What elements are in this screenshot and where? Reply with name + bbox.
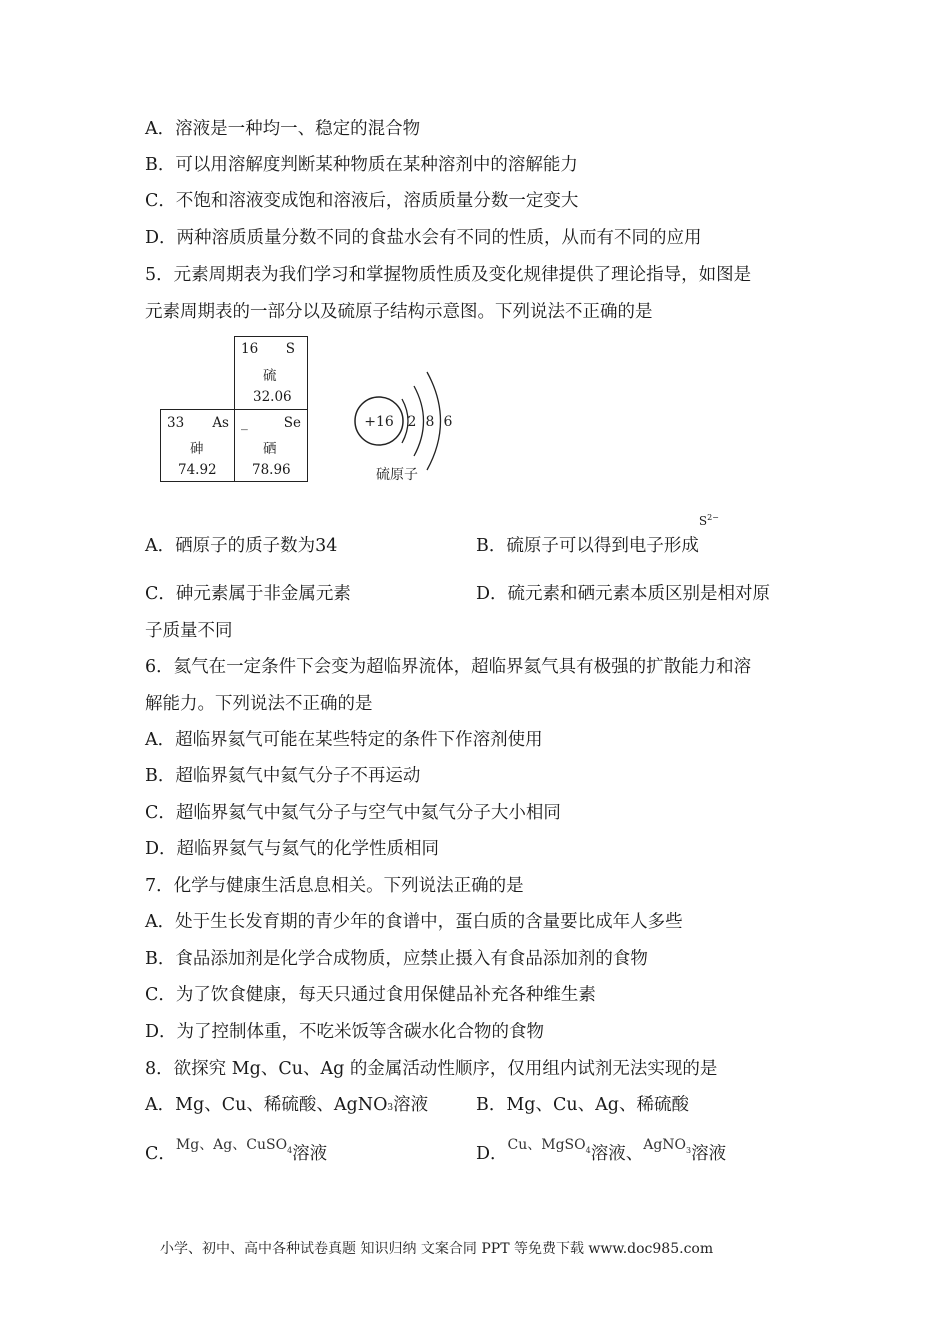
element-mass: 32.06 [253, 389, 292, 405]
q4-option-d: D．两种溶质质量分数不同的食盐水会有不同的性质，从而有不同的应用 [145, 228, 702, 248]
q7-option-a: A．处于生长发育期的青少年的食谱中，蛋白质的含量要比成年人多些 [145, 912, 683, 932]
formula-text: Cu、MgSO [507, 1137, 586, 1153]
q8-d-formula-1 [508, 1137, 591, 1153]
atom-caption: 硫原子 [376, 467, 418, 483]
q8-c-suffix: 溶液 [292, 1144, 328, 1164]
subscript: 4 [585, 1146, 591, 1155]
q7-option-c: C．为了饮食健康，每天只通过食用保健品补充各种维生素 [145, 985, 596, 1005]
element-name: 砷 [190, 441, 204, 457]
element-number: 16 [241, 341, 259, 357]
subscript: 3 [686, 1146, 692, 1155]
q8-option-d [476, 1137, 727, 1168]
subscript: 4 [287, 1146, 293, 1155]
shell-3-count: 6 [443, 414, 453, 430]
q8-c-formula [176, 1137, 292, 1153]
element-symbol: Se [283, 415, 301, 431]
q4-option-b: B．可以用溶解度判断某种物质在某种溶剂中的溶解能力 [145, 155, 578, 175]
q7-option-b: B．食品添加剂是化学合成物质，应禁止摄入有食品添加剂的食物 [145, 949, 648, 969]
subscript: 3 [387, 1103, 394, 1113]
element-cell-selenium [234, 409, 308, 482]
q4-option-a: A．溶液是一种均一、稳定的混合物 [145, 119, 421, 139]
element-symbol: S [285, 341, 295, 357]
q5-stem-line2: 元素周期表的一部分以及硫原子结构示意图。下列说法不正确的是 [145, 302, 653, 322]
q5-option-d-line1: D．硫元素和硒元素本质区别是相对原 [476, 584, 771, 604]
shell-1-count: 2 [407, 414, 417, 430]
q8-d-formula-2 [643, 1137, 691, 1153]
q8-d-mid: 溶液、 [590, 1144, 644, 1164]
q8-option-b: B．Mg、Cu、Ag、稀硫酸 [476, 1095, 689, 1115]
q5-stem-line1: 5．元素周期表为我们学习和掌握物质性质及变化规律提供了理论指导，如图是 [145, 265, 752, 285]
q7-stem: 7．化学与健康生活息息相关。下列说法正确的是 [145, 876, 524, 896]
element-name: 硒 [263, 441, 277, 457]
q8-a-suffix: 溶液 [393, 1095, 429, 1115]
nucleus-label: +16 [364, 414, 394, 430]
element-name: 硫 [263, 368, 277, 384]
formula-text: Mg、Ag、CuSO [175, 1137, 288, 1153]
q8-a-text: A．Mg、Cu、稀硫酸、AgNO [145, 1095, 388, 1115]
q6-option-b: B．超临界氦气中氦气分子不再运动 [145, 766, 421, 786]
q5-option-c: C．砷元素属于非金属元素 [145, 584, 351, 604]
q8-d-suffix: 溶液 [691, 1144, 727, 1164]
q5-option-b [476, 513, 719, 560]
ion-symbol: S [698, 514, 708, 528]
q8-c-label: C． [145, 1144, 176, 1164]
q8-option-c [145, 1137, 328, 1168]
ion-charge: 2− [707, 513, 719, 522]
shell-2-count: 8 [425, 414, 435, 430]
page-footer: 小学、初中、高中各种试卷真题 知识归纳 文案合同 PPT 等免费下载 www.doc985.com [160, 1241, 714, 1257]
q8-d-label: D． [476, 1144, 508, 1164]
q6-option-c: C．超临界氦气中氦气分子与空气中氦气分子大小相同 [145, 803, 561, 823]
q4-option-c: C．不饱和溶液变成饱和溶液后，溶质质量分数一定变大 [145, 191, 579, 211]
sulfur-atom-diagram [348, 370, 468, 489]
q5-option-b-text: B．硫原子可以得到电子形成 [476, 536, 699, 556]
formula-text: AgNO [643, 1137, 687, 1153]
q8-option-a [145, 1094, 428, 1119]
q7-option-d: D．为了控制体重，不吃米饭等含碳水化合物的食物 [145, 1022, 545, 1042]
q6-stem-line1: 6．氦气在一定条件下会变为超临界流体，超临界氦气具有极强的扩散能力和溶 [145, 657, 752, 677]
element-mass: 78.96 [252, 462, 291, 478]
sulfide-ion [699, 514, 719, 528]
q6-option-d: D．超临界氦气与氦气的化学性质相同 [145, 839, 440, 859]
element-cell-sulfur [234, 336, 308, 410]
q6-option-a: A．超临界氦气可能在某些特定的条件下作溶剂使用 [145, 730, 543, 750]
element-number: 33 [167, 415, 185, 431]
q8-stem: 8．欲探究 Mg、Cu、Ag 的金属活动性顺序，仅用组内试剂无法实现的是 [145, 1059, 718, 1079]
q5-option-a: A．硒原子的质子数为34 [145, 536, 338, 556]
element-cell-arsenic [160, 409, 235, 482]
q5-option-d-line2: 子质量不同 [145, 621, 233, 641]
element-symbol: As [212, 415, 229, 431]
element-mass: 74.92 [178, 462, 217, 478]
element-number: _ [241, 415, 248, 431]
q6-stem-line2: 解能力。下列说法不正确的是 [145, 694, 373, 714]
